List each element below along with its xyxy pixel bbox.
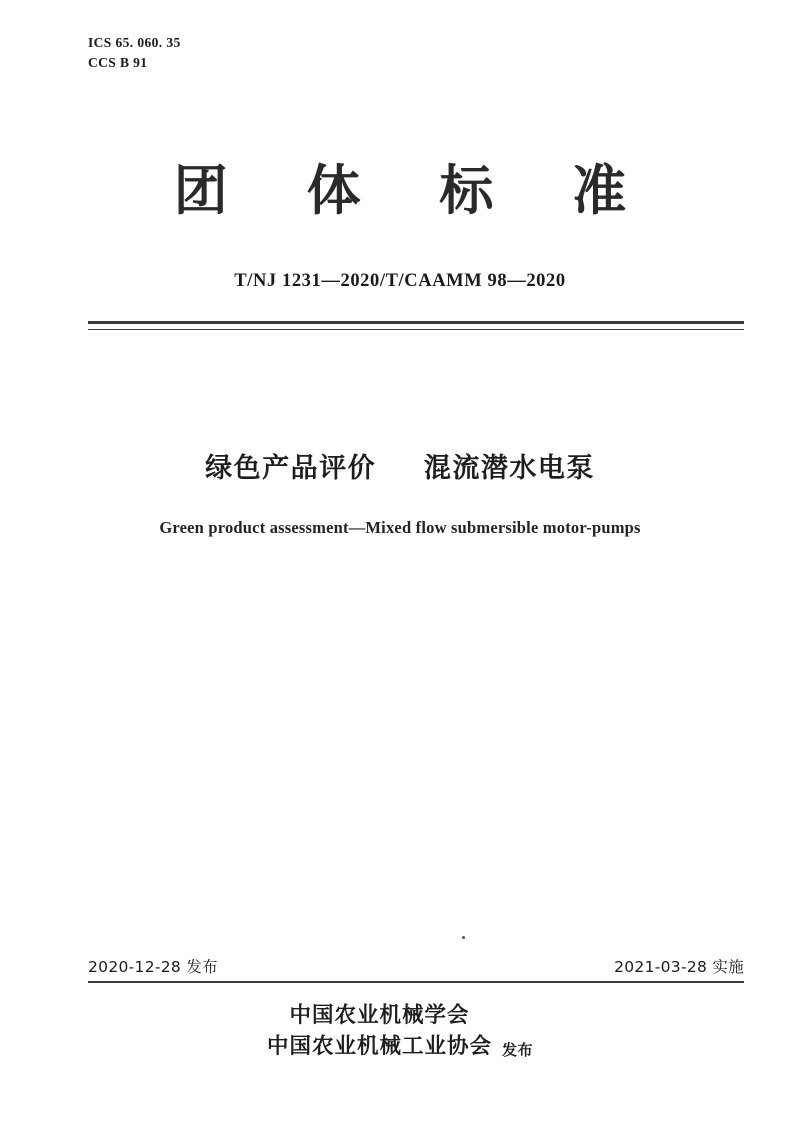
standard-number: T/NJ 1231—2020/T/CAAMM 98—2020: [234, 271, 566, 291]
divider-bottom: [88, 981, 744, 983]
issuer-line-1: 中国农业机械学会: [289, 1003, 470, 1028]
divider-thin-top: [88, 329, 744, 330]
page-title-cn-part2: 混流潜水电泵: [423, 453, 595, 484]
standard-type-title: 团 体 标 准: [173, 159, 657, 222]
implementation-date: 2021-03-28 实施: [614, 958, 744, 976]
ccs-code: CCS B 91: [88, 55, 148, 70]
page-title-en: Green product assessment—Mixed flow submersible motor-pumps: [159, 518, 641, 537]
center-dot-marker: [462, 936, 465, 939]
issuer-names: [267, 1000, 492, 1062]
issuer-line-2: 中国农业机械工业协会: [266, 1034, 492, 1059]
page-title-cn: [0, 446, 800, 485]
divider-thick-top: [88, 321, 744, 324]
ics-code: ICS 65. 060. 35: [88, 35, 181, 50]
classification-codes: [88, 33, 181, 73]
issue-date: 2020-12-28 发布: [88, 958, 218, 976]
dates-row: [88, 955, 744, 977]
issuer-block: [0, 1000, 800, 1062]
page-title-cn-part1: 绿色产品评价: [205, 453, 377, 484]
issuer-publish-label: 发布: [502, 1041, 534, 1059]
